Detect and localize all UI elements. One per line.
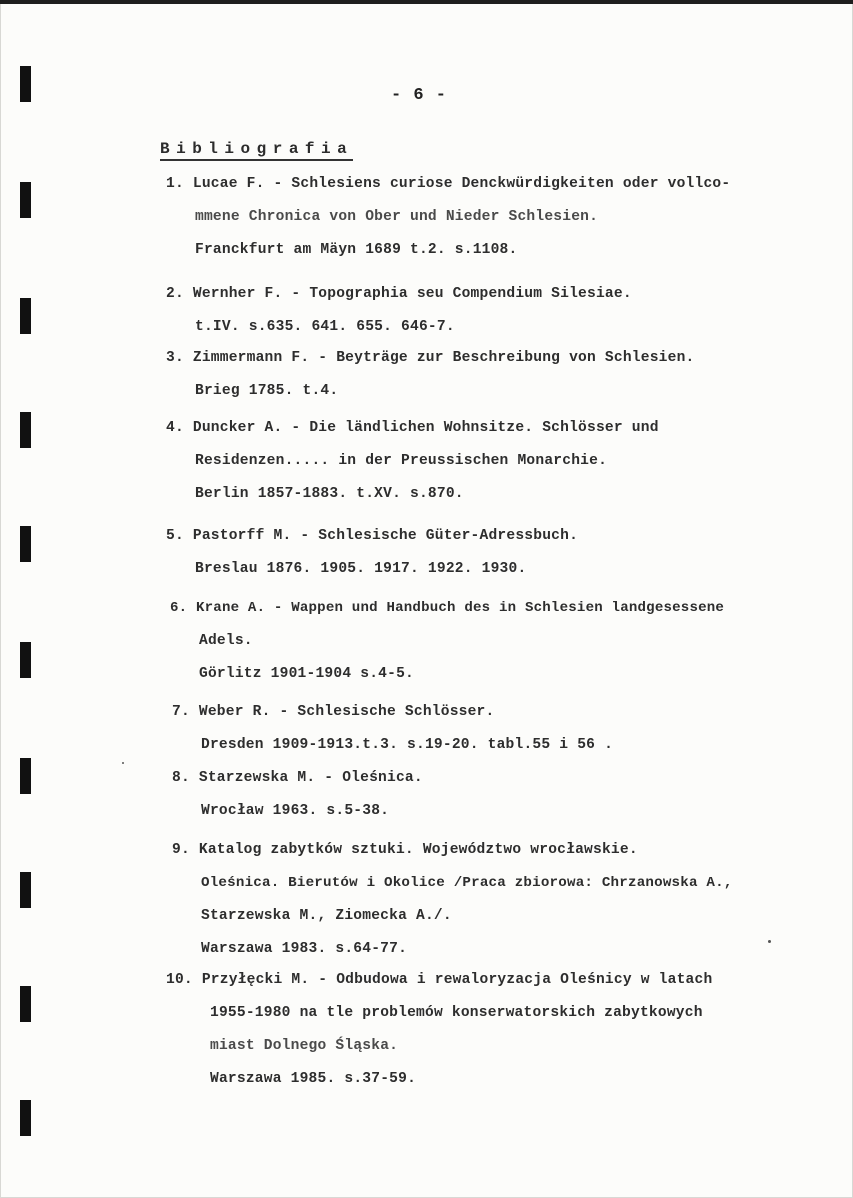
entry-line: 3. Zimmermann F. - Beyträge zur Beschreibung von Schlesien. (166, 350, 695, 366)
section-heading: Bibliografia (160, 140, 353, 161)
bibliography-entry-3 (166, 342, 695, 408)
bibliography-entry-5 (166, 520, 578, 586)
entry-line: mmene Chronica von Ober und Nieder Schlesien. (195, 209, 599, 225)
entry-line: Oleśnica. Bierutów i Okolice /Praca zbiorowa: Chrzanowska A., (201, 875, 733, 891)
punch-hole-mark (20, 298, 31, 334)
scan-speck (122, 762, 124, 764)
entry-line: 2. Wernher F. - Topographia seu Compendium Silesiae. (166, 286, 632, 302)
bibliography-entry-2 (166, 278, 632, 344)
entry-line: Warszawa 1985. s.37-59. (210, 1071, 417, 1087)
entry-line: Breslau 1876. 1905. 1917. 1922. 1930. (195, 561, 527, 577)
entry-line: Brieg 1785. t.4. (195, 383, 339, 399)
entry-line: 1. Lucae F. - Schlesiens curiose Denckwürdigkeiten oder vollco- (166, 176, 731, 192)
entry-line: Dresden 1909-1913.t.3. s.19-20. tabl.55 i 56 . (201, 737, 614, 753)
punch-hole-mark (20, 412, 31, 448)
entry-line: Residenzen..... in der Preussischen Monarchie. (195, 453, 608, 469)
entry-line: Warszawa 1983. s.64-77. (201, 941, 408, 957)
entry-line: 5. Pastorff M. - Schlesische Güter-Adressbuch. (166, 528, 579, 544)
bibliography-entry-7 (172, 696, 613, 762)
bibliography-entry-4 (166, 412, 659, 511)
scan-top-edge (0, 0, 853, 4)
entry-line: t.IV. s.635. 641. 655. 646-7. (195, 319, 455, 335)
entry-line: 9. Katalog zabytków sztuki. Województwo wrocławskie. (172, 842, 638, 858)
entry-line: 6. Krane A. - Wappen und Handbuch des in Schlesien landgesessene (170, 600, 725, 616)
bibliography-entry-9 (172, 834, 733, 966)
punch-hole-mark (20, 642, 31, 678)
scan-speck (768, 940, 771, 943)
page-number: - 6 - (391, 86, 448, 105)
entry-line: 1955-1980 na tle problemów konserwatorskich zabytkowych (210, 1005, 703, 1021)
punch-hole-mark (20, 66, 31, 102)
punch-hole-mark (20, 526, 31, 562)
bibliography-entry-8 (172, 762, 423, 828)
entry-line: Wrocław 1963. s.5-38. (201, 803, 390, 819)
entry-line: 4. Duncker A. - Die ländlichen Wohnsitze. Schlösser und (166, 420, 659, 436)
entry-line: Görlitz 1901-1904 s.4-5. (199, 666, 414, 682)
entry-line: 7. Weber R. - Schlesische Schlösser. (172, 704, 495, 720)
entry-line: Adels. (199, 633, 253, 649)
punch-hole-mark (20, 182, 31, 218)
entry-line: 10. Przyłęcki M. - Odbudowa i rewaloryzacja Oleśnicy w latach (166, 972, 713, 988)
entry-line: miast Dolnego Śląska. (210, 1038, 399, 1054)
entry-line: 8. Starzewska M. - Oleśnica. (172, 770, 423, 786)
punch-hole-mark (20, 872, 31, 908)
punch-hole-mark (20, 986, 31, 1022)
bibliography-entry-6 (170, 592, 724, 691)
entry-line: Berlin 1857-1883. t.XV. s.870. (195, 486, 464, 502)
entry-line: Starzewska M., Ziomecka A./. (201, 908, 452, 924)
entry-line: Franckfurt am Mäyn 1689 t.2. s.1108. (195, 242, 518, 258)
bibliography-entry-10 (166, 964, 712, 1096)
punch-hole-mark (20, 758, 31, 794)
punch-hole-mark (20, 1100, 31, 1136)
bibliography-entry-1 (166, 168, 730, 267)
